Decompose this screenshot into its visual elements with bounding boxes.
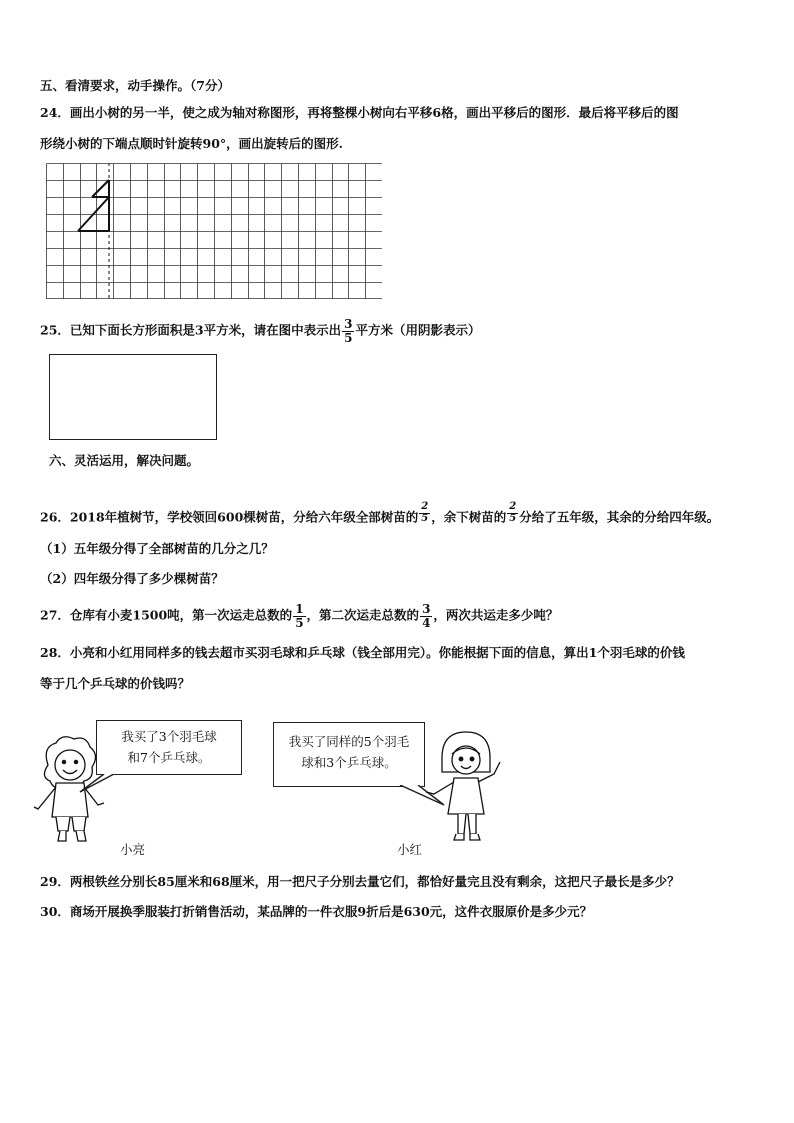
boy-speech-bubble-tail <box>78 774 118 794</box>
question-26-text-2: ，余下树苗的 <box>431 509 507 525</box>
fraction-numerator: 1 <box>295 602 304 616</box>
fraction-denominator: 5 <box>344 330 353 345</box>
fraction-numerator: 2 <box>421 501 429 512</box>
tree-grid <box>46 163 382 299</box>
question-27-text-3: ，两次共运走多少吨？ <box>433 607 559 623</box>
fraction-numerator: 3 <box>422 602 431 616</box>
girl-speech-line-1: 我买了同样的5个羽毛 <box>288 734 410 749</box>
question-28-line-2: 等于几个乒乓球的价钱吗？ <box>40 676 191 691</box>
girl-name-label: 小红 <box>397 842 423 857</box>
question-27 <box>40 603 558 629</box>
boy-name-label: 小亮 <box>120 842 146 857</box>
question-29: 29．两根铁丝分别长85厘米和68厘米，用一把尺子分别去量它们，都恰好量完且没有剩余，这把尺子最长是多少？ <box>40 874 680 889</box>
boy-speech-bubble <box>96 720 242 775</box>
section-five-heading: 五、看清要求，动手操作。（7分） <box>40 78 230 93</box>
fraction-two-fifths-a <box>419 502 430 524</box>
boy-speech-line-2: 和7个乒乓球。 <box>127 750 211 765</box>
question-27-text-1: 27．仓库有小麦1500吨，第一次运走总数的 <box>40 607 293 623</box>
fraction-denominator: 5 <box>509 512 517 524</box>
question-26 <box>40 502 719 524</box>
girl-speech-bubble <box>273 722 425 787</box>
girl-speech-line-2: 球和3个乒乓球。 <box>301 755 397 770</box>
question-26-text-1: 26．2018年植树节，学校领回600棵树苗，分给六年级全部树苗的 <box>40 509 419 525</box>
rectangle-area-figure <box>49 354 217 440</box>
fraction-three-fifths <box>342 318 354 344</box>
fraction-one-fifth <box>293 603 305 629</box>
fraction-numerator: 3 <box>344 317 353 331</box>
question-25 <box>40 318 480 344</box>
fraction-two-fifths-b <box>507 502 518 524</box>
boy-speech-line-1: 我买了3个羽毛球 <box>121 729 217 744</box>
question-25-text-after: 平方米（用阴影表示） <box>355 322 481 338</box>
question-24-line-1: 24．画出小树的另一半，使之成为轴对称图形，再将整棵小树向右平移6格，画出平移后的图形．最后将平移后的图 <box>40 105 679 120</box>
question-30: 30．商场开展换季服装打折销售活动，某品牌的一件衣服9折后是630元，这件衣服原价是多少元？ <box>40 904 593 919</box>
question-26-sub-2: （2）四年级分得了多少棵树苗？ <box>40 571 224 586</box>
question-26-sub-1: （1）五年级分得了全部树苗的几分之几？ <box>40 541 274 556</box>
fraction-numerator: 2 <box>509 501 517 512</box>
question-28-line-1: 28．小亮和小红用同样多的钱去超市买羽毛球和乒乓球（钱全部用完）。你能根据下面的信息，算出1个羽毛球的价钱 <box>40 645 685 660</box>
question-24-line-2: 形绕小树的下端点顺时针旋转90°，画出旋转后的图形. <box>40 136 343 151</box>
fraction-three-quarters <box>420 603 432 629</box>
question-25-text-before: 25．已知下面长方形面积是3平方米，请在图中表示出 <box>40 322 342 338</box>
girl-xiaohong-figure <box>422 728 512 848</box>
fraction-denominator: 5 <box>295 615 304 630</box>
fraction-denominator: 4 <box>422 615 431 630</box>
question-27-text-2: ，第二次运走总数的 <box>306 607 420 623</box>
section-six-heading: 六、灵活运用，解决问题。 <box>49 453 200 468</box>
question-26-text-3: 分给了五年级，其余的分给四年级。 <box>519 509 720 525</box>
fraction-denominator: 5 <box>421 512 429 524</box>
half-tree-drawing <box>78 180 109 231</box>
